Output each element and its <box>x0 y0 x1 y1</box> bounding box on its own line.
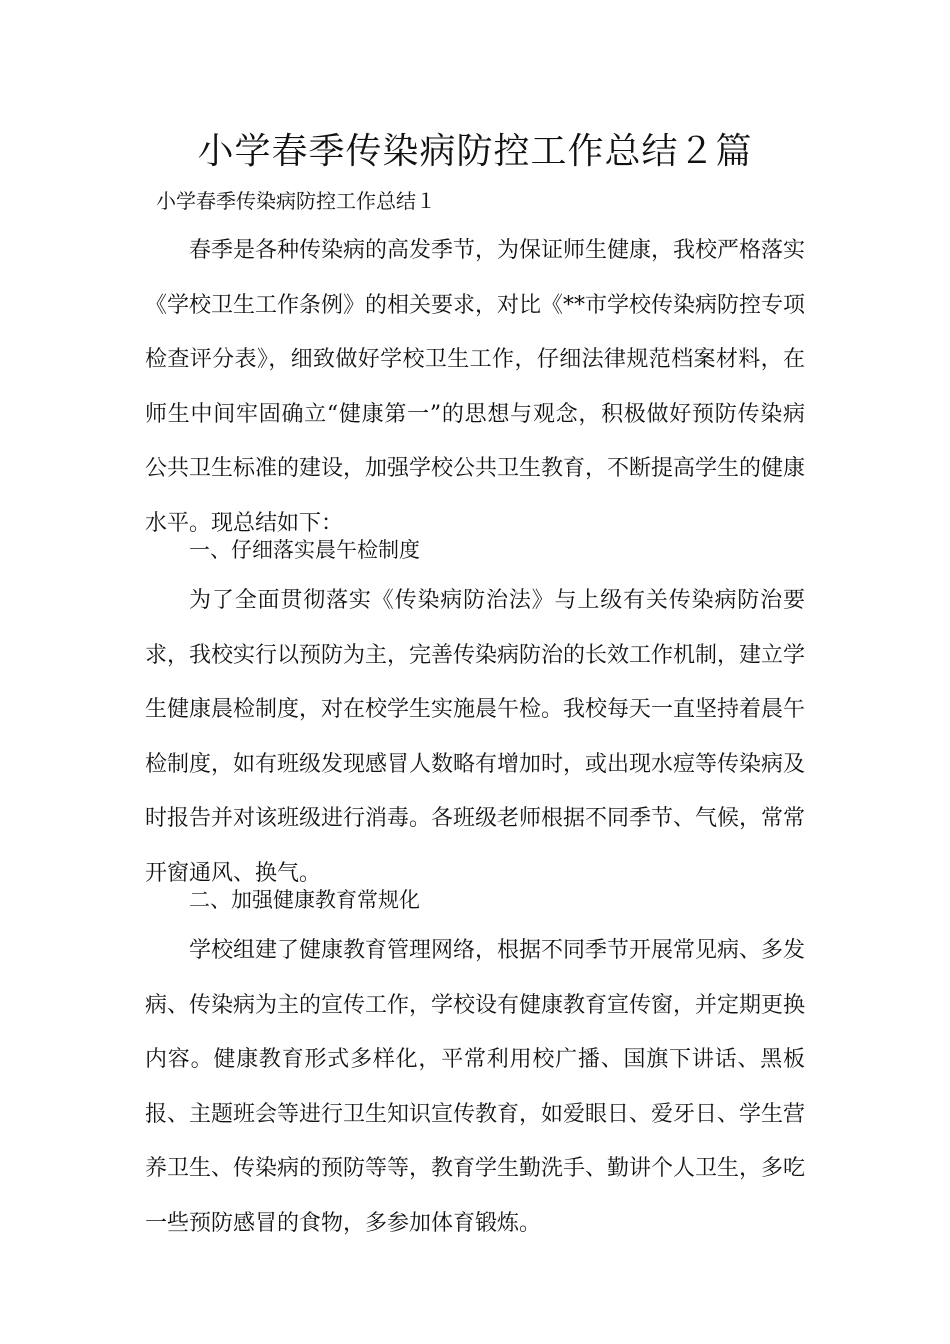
section-heading-1: 一、仔细落实晨午检制度 <box>189 538 420 562</box>
section-paragraph-2: 学校组建了健康教育管理网络，根据不同季节开展常见病、多发病、传染病为主的宣传工作，学校设有健康教育宣传窗，并定期更换内容。健康教育形式多样化，平常利用校广播、国旗下讲话、黑板报、主题班会等进行卫生知识宣传教育，如爱眼日、爱牙日、学生营养卫生、传染病的预防等等，教育学生勤洗手、勤讲个人卫生，多吃一些预防感冒的食物，多参加体育锻炼。 <box>145 938 806 1236</box>
document-title: 小学春季传染病防控工作总结２篇 <box>197 131 753 172</box>
section-paragraph-1: 为了全面贯彻落实《传染病防治法》与上级有关传染病防治要求，我校实行以预防为主，完善传染病防治的长效工作机制，建立学生健康晨检制度，对在校学生实施晨午检。我校每天一直坚持着晨午检制度，如有班级发现感冒人数略有增加时，或出现水痘等传染病及时报告并对该班级进行消毒。各班级老师根据不同季节、气候，常常开窗通风、换气。 <box>145 588 806 886</box>
document-subtitle: 小学春季传染病防控工作总结１ <box>156 189 436 213</box>
section-heading-2: 二、加强健康教育常规化 <box>189 888 420 912</box>
intro-paragraph: 春季是各种传染病的高发季节，为保证师生健康，我校严格落实《学校卫生工作条例》的相关要求，对比《**市学校传染病防控专项检查评分表》，细致做好学校卫生工作，仔细法律规范档案材料，在师生中间牢固确立“健康第一”的思想与观念，积极做好预防传染病公共卫生标准的建设，加强学校公共卫生教育，不断提高学生的健康水平。现总结如下： <box>145 238 806 536</box>
